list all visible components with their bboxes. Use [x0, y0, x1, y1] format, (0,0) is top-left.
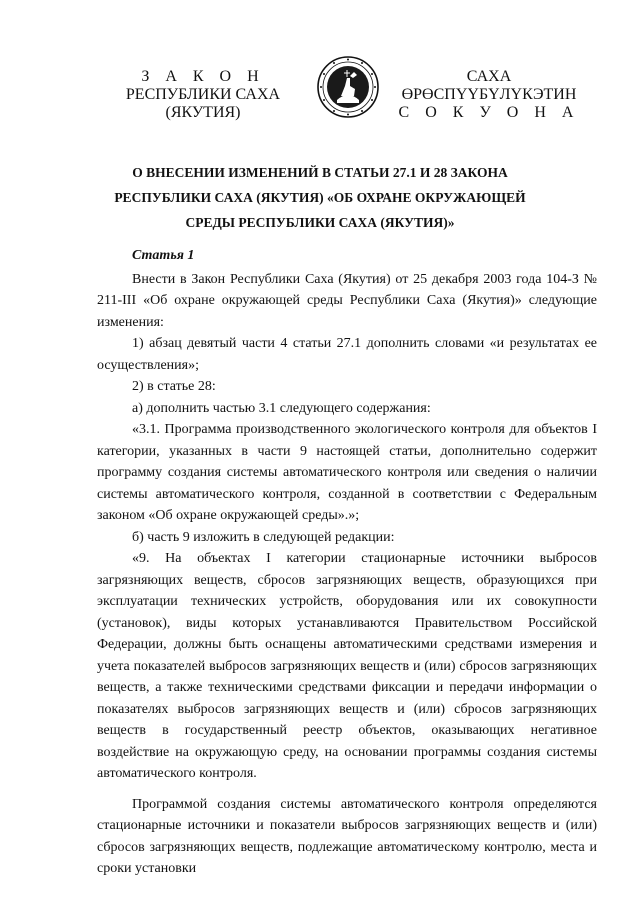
header-right — [384, 68, 594, 122]
title-line-1: О ВНЕСЕНИИ ИЗМЕНЕНИЙ В СТАТЬИ 27.1 И 28 ЗАКОНА — [132, 165, 508, 180]
header-left-line1: З А К О Н — [141, 68, 265, 85]
title-line-3: СРЕДЫ РЕСПУБЛИКИ САХА (ЯКУТИЯ)» — [185, 215, 455, 230]
header-right-line2: С О К У О Н А — [398, 104, 580, 121]
article-heading: Статья 1 — [132, 248, 195, 263]
paragraph: «9. На объектах I категории стационарные источники выбросов загрязняющих веществ, сбросов загрязняющих веществ, образующихся при эксплуатации технических устройств, оборудования или их совокупности (установок), виды которых устанавливаются Правительством Российской Федерации, должны быть оснащены автоматическими средствами измерения и учета показателей выбросов загрязняющих веществ и (или) сбросов загрязняющих веществ, а также техническими средствами фиксации и передачи информации о показателях выбросов загрязняющих веществ и (или) сбросов загрязняющих веществ в государственный реестр объектов, оказывающих негативное воздействие на окружающую среду, на основании программы создания системы автоматического контроля. — [97, 551, 597, 781]
document-body — [97, 245, 597, 880]
paragraph: 2) в статье 28: — [132, 379, 216, 394]
paragraph: «3.1. Программа производственного экологического контроля для объектов I категории, указанных в части 9 настоящей статьи, дополнительно содержит программу создания системы автоматического контроля или сведения о наличии системы автоматического контроля, созданной в соответствии с Федеральным законом «Об охране окружающей среды».»; — [97, 422, 597, 523]
title-line-2: РЕСПУБЛИКИ САХА (ЯКУТИЯ) «ОБ ОХРАНЕ ОКРУЖАЮЩЕЙ — [114, 190, 526, 205]
paragraph: Внести в Закон Республики Саха (Якутия) от 25 декабря 2003 года 104-З № 211-III «Об охране окружающей среды Республики Саха (Якутия)» следующие изменения: — [97, 271, 597, 330]
document-title — [100, 160, 540, 235]
paragraph: б) часть 9 изложить в следующей редакции: — [132, 529, 395, 545]
header-left — [88, 68, 318, 122]
paragraph: Программой создания системы автоматического контроля определяются стационарные источники и показатели выбросов загрязняющих веществ и (или) сбросов загрязняющих веществ, подлежащие автоматическому контролю, места и сроки установки — [97, 796, 597, 876]
paragraph: 1) абзац девятый части 4 статьи 27.1 дополнить словами «и результатах ее осуществления»; — [97, 336, 597, 373]
header-right-line1: САХА ӨРӨСПҮҮБҮЛҮКЭТИН — [401, 68, 577, 103]
coat-of-arms-emblem — [317, 56, 379, 118]
paragraph: а) дополнить частью 3.1 следующего содержания: — [132, 400, 431, 416]
header-left-line2: РЕСПУБЛИКИ САХА (ЯКУТИЯ) — [125, 86, 281, 121]
